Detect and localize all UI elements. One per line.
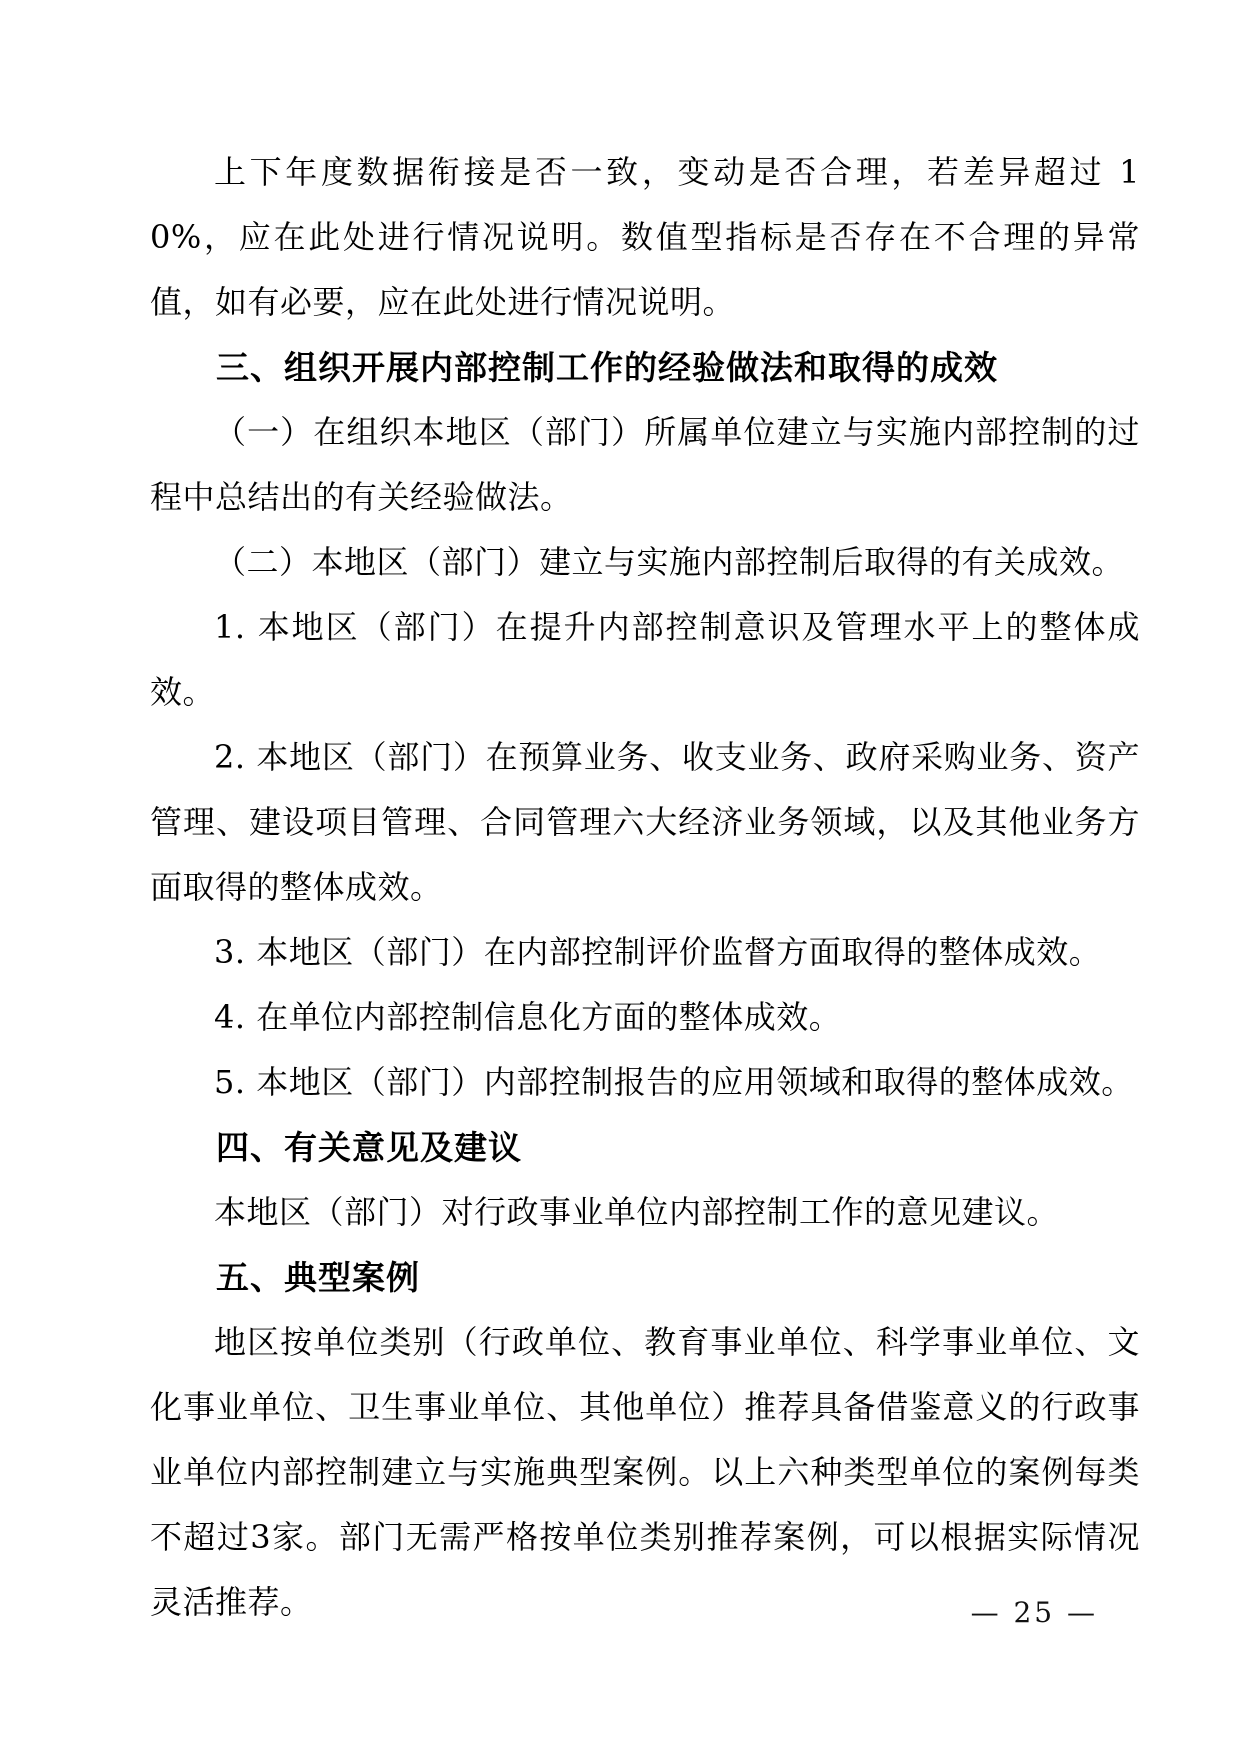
paragraph-item-2-results: （二）本地区（部门）建立与实施内部控制后取得的有关成效。 xyxy=(214,543,1125,581)
paragraph-item-1-experience: （一）在组织本地区（部门）所属单位建立与实施内部控制的过程中总结出的有关经验做法。 xyxy=(150,413,1140,516)
document-body xyxy=(150,140,1140,1635)
paragraph-subitem-3: 3. 本地区（部门）在内部控制评价监督方面取得的整体成效。 xyxy=(214,933,1102,971)
paragraph-subitem-2: 2. 本地区（部门）在预算业务、收支业务、政府采购业务、资产管理、建设项目管理、合同管理六大经济业务领域，以及其他业务方面取得的整体成效。 xyxy=(150,738,1140,906)
section-heading-3-experience: 三、组织开展内部控制工作的经验做法和取得的成效 xyxy=(216,348,998,387)
paragraph-opinions: 本地区（部门）对行政事业单位内部控制工作的意见建议。 xyxy=(214,1193,1060,1231)
section-heading-5-cases: 五、典型案例 xyxy=(216,1258,420,1297)
paragraph-subitem-1: 1. 本地区（部门）在提升内部控制意识及管理水平上的整体成效。 xyxy=(150,608,1140,711)
paragraph-data-continuity-note: 上下年度数据衔接是否一致，变动是否合理，若差异超过 10%，应在此处进行情况说明。数值型指标是否存在不合理的异常值，如有必要，应在此处进行情况说明。 xyxy=(150,153,1140,321)
paragraph-subitem-4: 4. 在单位内部控制信息化方面的整体成效。 xyxy=(214,998,842,1036)
paragraph-subitem-5: 5. 本地区（部门）内部控制报告的应用领域和取得的整体成效。 xyxy=(214,1063,1134,1101)
paragraph-typical-cases: 地区按单位类别（行政单位、教育事业单位、科学事业单位、文化事业单位、卫生事业单位、其他单位）推荐具备借鉴意义的行政事业单位内部控制建立与实施典型案例。以上六种类型单位的案例每类不超过3家。部门无需严格按单位类别推荐案例，可以根据实际情况灵活推荐。 xyxy=(150,1323,1140,1621)
section-heading-4-opinions: 四、有关意见及建议 xyxy=(216,1128,522,1167)
page-number: — 25 — xyxy=(970,1596,1098,1629)
